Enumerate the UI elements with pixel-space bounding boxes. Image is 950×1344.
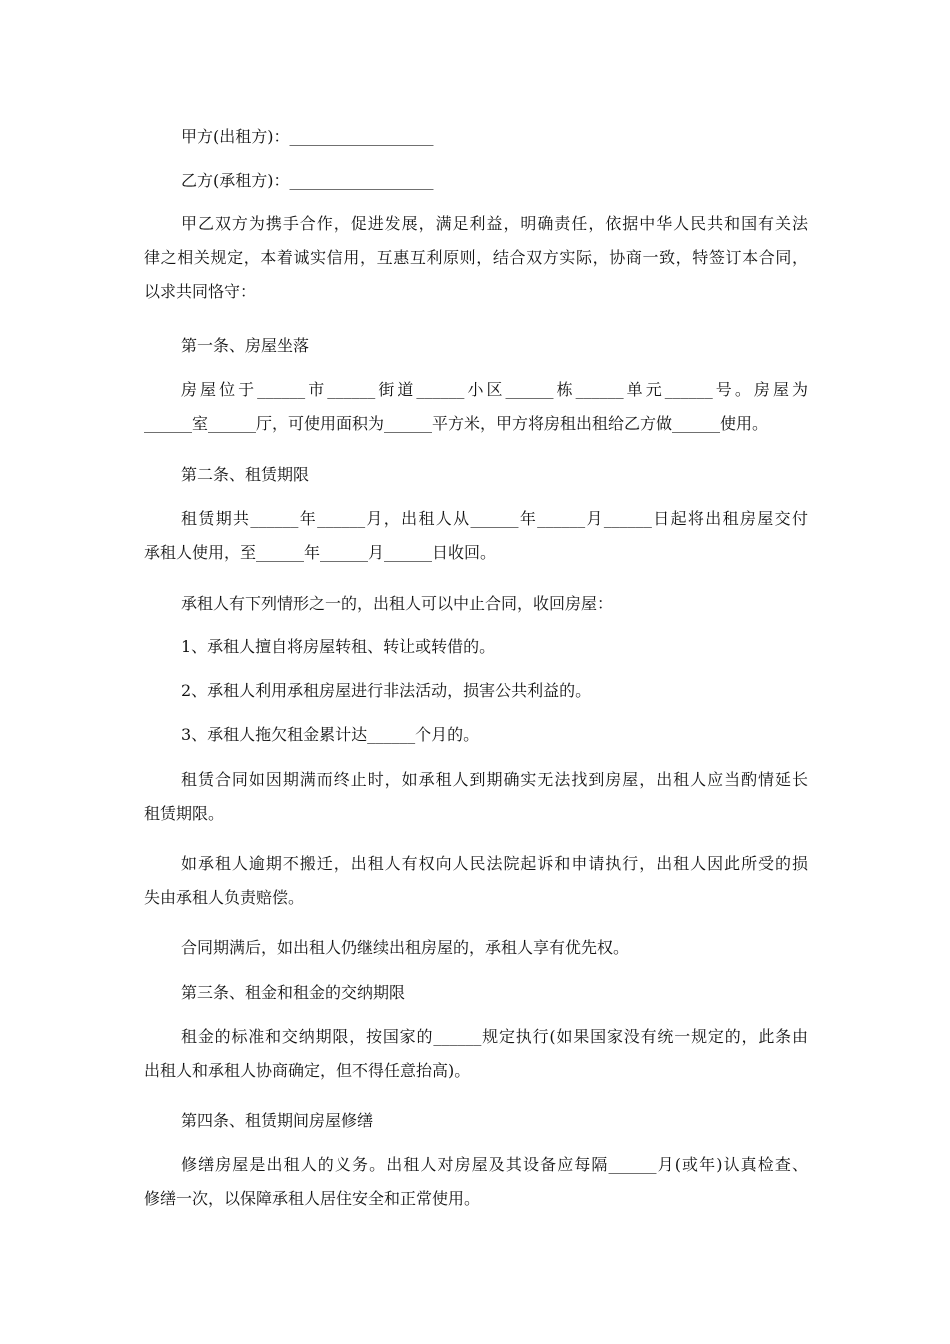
article-4-line-2: 修缮一次，以保障承租人居住安全和正常使用。	[144, 1189, 481, 1208]
article-1-heading	[144, 329, 808, 363]
article-3-paragraph	[144, 1020, 808, 1088]
article-3-heading	[144, 976, 808, 1010]
article-3-title: 第三条、租金和租金的交纳期限	[181, 983, 406, 1002]
intro-line-2: 律之相关规定，本着诚实信用，互惠互利原则，结合双方实际，协商一致，特签订本合同，	[144, 248, 808, 267]
article-1-title: 第一条、房屋坐落	[181, 336, 310, 355]
priority-paragraph	[144, 931, 808, 965]
article-1-paragraph	[144, 373, 808, 441]
article-1-line-1: 房屋位于______市______街道______小区______栋______单元______号。房屋为	[181, 380, 808, 399]
overdue-line-2: 失由承租人负责赔偿。	[144, 888, 305, 907]
article-2-title: 第二条、租赁期限	[181, 465, 310, 484]
overdue-paragraph	[144, 847, 808, 915]
article-4-paragraph	[144, 1148, 808, 1216]
party-b-line	[144, 164, 808, 198]
terminate-item-2-text: 2、承租人利用承租房屋进行非法活动，损害公共利益的。	[181, 681, 592, 700]
article-4-title: 第四条、租赁期间房屋修缮	[181, 1111, 374, 1130]
article-3-line-2: 出租人和承租人协商确定，但不得任意抬高)。	[144, 1061, 471, 1080]
terminate-item-1-text: 1、承租人擅自将房屋转租、转让或转借的。	[181, 637, 496, 656]
terminate-item-3	[144, 718, 808, 752]
expire-line-1: 租赁合同如因期满而终止时，如承租人到期确实无法找到房屋，出租人应当酌情延长	[181, 770, 808, 789]
expire-paragraph	[144, 763, 808, 831]
intro-line-3: 以求共同恪守：	[144, 282, 257, 301]
terminate-item-1	[144, 630, 808, 664]
priority-text: 合同期满后，如出租人仍继续出租房屋的，承租人享有优先权。	[181, 938, 630, 957]
terminate-intro-text: 承租人有下列情形之一的，出租人可以中止合同，收回房屋：	[181, 594, 614, 613]
terminate-item-2	[144, 674, 808, 708]
article-2-heading	[144, 458, 808, 492]
article-4-line-1: 修缮房屋是出租人的义务。出租人对房屋及其设备应每隔______月(或年)认真检查、	[181, 1155, 808, 1174]
article-2-line-2: 承租人使用，至______年______月______日收回。	[144, 543, 497, 562]
party-a-line	[144, 120, 808, 154]
party-b-text: 乙方(承租方)：__________________	[181, 171, 434, 190]
terminate-intro-paragraph	[144, 587, 808, 621]
article-1-line-2: ______室______厅，可使用面积为______平方米，甲方将房租出租给乙方做______使用。	[144, 414, 769, 433]
article-2-paragraph	[144, 502, 808, 570]
expire-line-2: 租赁期限。	[144, 804, 225, 823]
party-a-text: 甲方(出租方)：__________________	[181, 127, 434, 146]
terminate-item-3-text: 3、承租人拖欠租金累计达______个月的。	[181, 725, 480, 744]
intro-line-1: 甲乙双方为携手合作，促进发展，满足利益，明确责任，依据中华人民共和国有关法	[181, 214, 808, 233]
article-4-heading	[144, 1104, 808, 1138]
article-3-line-1: 租金的标准和交纳期限，按国家的______规定执行(如果国家没有统一规定的，此条由	[181, 1027, 808, 1046]
intro-paragraph	[144, 207, 808, 309]
overdue-line-1: 如承租人逾期不搬迁，出租人有权向人民法院起诉和申请执行，出租人因此所受的损	[181, 854, 808, 873]
article-2-line-1: 租赁期共______年______月，出租人从______年______月______日起将出租房屋交付	[181, 509, 808, 528]
